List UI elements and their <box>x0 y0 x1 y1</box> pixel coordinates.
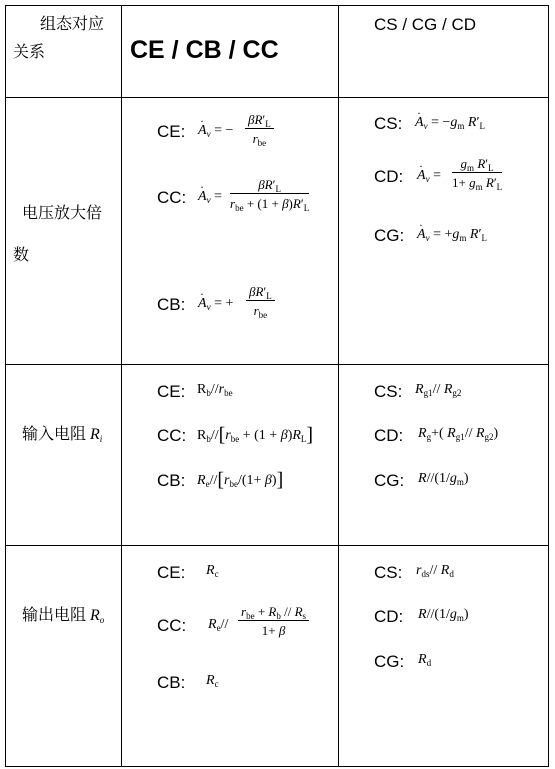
cd-output-formula: $R//(1/g_m)$ <box>418 607 469 623</box>
ce-gain-lhs: · $A_v$ = − <box>198 124 233 138</box>
table-border-left <box>5 5 6 767</box>
gain-row-label: 电压放大倍 <box>22 203 103 222</box>
cb-output-formula: $R_c$ <box>206 673 219 689</box>
cs-input-formula: $R_{g1}//$ $R_{g2}$ <box>415 382 462 398</box>
cg-input-formula: $R//(1/g_m)$ <box>418 471 469 487</box>
cs-output-formula: $r_{ds}//$ $R_d$ <box>416 563 454 579</box>
cc-gain-lhs: · $A_v$ = <box>198 190 222 204</box>
table-border-top <box>5 5 549 6</box>
column-divider-2 <box>338 5 339 767</box>
cb-gain-fraction: $\beta R'_L$ $r_{be}$ <box>246 285 275 317</box>
output-resistance-row-label: 输出电阻 $R_o$ <box>22 605 105 625</box>
ce-gain-prefix: CE: <box>157 122 186 141</box>
gain-row-label-continued: 数 <box>13 245 30 264</box>
ce-output-formula: $R_c$ <box>206 563 219 579</box>
cb-output-prefix: CB: <box>157 673 186 692</box>
bjt-configs-header: CE / CB / CC <box>130 36 279 64</box>
cs-input-prefix: CS: <box>374 382 403 401</box>
column-divider-1 <box>121 5 122 767</box>
cb-gain-lhs: · $A_v$ = + <box>198 297 233 311</box>
input-resistance-row-label: 输入电阻 $R_i$ <box>22 424 103 444</box>
cs-gain-prefix: CS: <box>374 114 403 133</box>
cb-input-formula: $R_e//[r_{be}/(1+ \beta)]$ <box>197 469 284 491</box>
row-divider-1 <box>5 97 549 98</box>
fet-configs-header: CS / CG / CD <box>374 15 477 34</box>
cd-gain-prefix: CD: <box>374 167 404 186</box>
cd-output-prefix: CD: <box>374 607 404 626</box>
cs-gain-formula: · $A_v = -g_m$ $R'_L$ <box>415 116 485 130</box>
cd-gain-lhs: · $A_v$ = <box>417 169 441 183</box>
corner-label: 组态对应 <box>40 14 105 33</box>
cs-output-prefix: CS: <box>374 563 403 582</box>
cc-output-lhs: $R_e//$ <box>208 617 229 633</box>
cd-input-prefix: CD: <box>374 426 404 445</box>
cg-input-prefix: CG: <box>374 471 405 490</box>
cc-input-formula: $R_b//[r_{be} + (1 + \beta)R_L]$ <box>197 424 314 446</box>
cg-output-prefix: CG: <box>374 652 405 671</box>
ce-output-prefix: CE: <box>157 563 186 582</box>
table-border-right <box>548 5 549 767</box>
ce-input-prefix: CE: <box>157 382 186 401</box>
cg-gain-formula: · $A_v = +g_m$ $R'_L$ <box>417 228 487 242</box>
ce-gain-fraction: $\beta R'_L$ $r_{be}$ <box>245 113 274 145</box>
cb-input-prefix: CB: <box>157 471 186 490</box>
cc-input-prefix: CC: <box>157 426 187 445</box>
row-divider-3 <box>5 545 549 546</box>
cc-gain-fraction: $\beta R'_L$ $r_{be} + (1 + \beta)R'_L$ <box>230 177 310 213</box>
corner-label-continued: 关系 <box>13 42 46 61</box>
cb-gain-prefix: CB: <box>157 295 186 314</box>
cg-gain-prefix: CG: <box>374 226 405 245</box>
cd-input-formula: $R_g+$( $R_{g1}//$ $R_{g2}$) <box>418 426 499 442</box>
row-divider-2 <box>5 364 549 365</box>
cc-output-prefix: CC: <box>157 616 187 635</box>
cc-gain-prefix: CC: <box>157 188 187 207</box>
table-border-bottom <box>5 766 549 767</box>
cg-output-formula: $R_d$ <box>418 652 432 668</box>
cd-gain-fraction: $g_m$ $R'_L$ $1+ g_m$ $R'_L$ <box>452 156 503 192</box>
cc-output-fraction: $r_{be} + R_b // R_s$ 1+ β <box>238 605 309 637</box>
ce-input-formula: $R_b//r_{be}$ <box>197 382 233 398</box>
